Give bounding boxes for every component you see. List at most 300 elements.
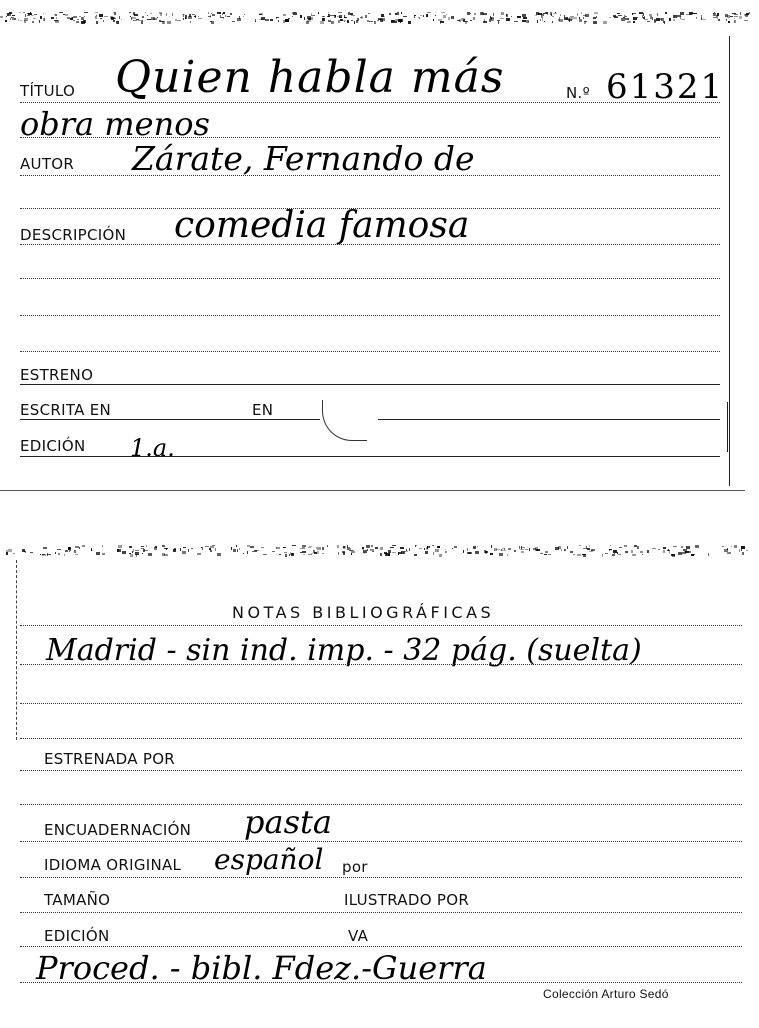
- descripcion-line-2: [20, 278, 720, 279]
- speckle-dot: [95, 16, 97, 19]
- speckle-dot: [43, 13, 44, 14]
- speckle-dot: [523, 17, 527, 19]
- speckle-dot: [344, 21, 345, 22]
- speckle-dot: [499, 553, 503, 556]
- speckle-dot: [734, 18, 735, 19]
- speckle-dot: [521, 551, 524, 553]
- speckle-dot: [625, 551, 628, 553]
- speckle-dot: [308, 554, 312, 555]
- speckle-dot: [742, 552, 744, 555]
- speckle-dot: [589, 545, 590, 547]
- speckle-dot: [424, 548, 425, 550]
- speckle-dot: [182, 551, 186, 554]
- speckle-dot: [433, 19, 434, 21]
- speckle-dot: [96, 552, 100, 555]
- speckle-dot: [577, 554, 581, 556]
- speckle-dot: [372, 551, 374, 552]
- speckle-dot: [506, 18, 510, 21]
- speckle-dot: [11, 17, 12, 18]
- speckle-dot: [463, 550, 464, 553]
- speckle-dot: [164, 554, 168, 556]
- speckle-dot: [300, 552, 302, 553]
- speckle-dot: [197, 553, 201, 555]
- speckle-dot: [19, 12, 21, 13]
- speckle-dot: [166, 548, 167, 550]
- speckle-dot: [133, 12, 135, 15]
- autor-label: AUTOR: [20, 155, 75, 173]
- speckle-dot: [166, 13, 167, 16]
- speckle-dot: [205, 546, 209, 547]
- speckle-dot: [374, 21, 376, 24]
- speckle-dot: [145, 550, 148, 551]
- speckle-dot: [740, 12, 741, 15]
- speckle-dot: [351, 553, 352, 555]
- speckle-dot: [467, 12, 470, 15]
- speckle-dot: [7, 13, 11, 16]
- speckle-dot: [177, 20, 181, 21]
- speckle-dot: [384, 552, 385, 553]
- speckle-dot: [734, 20, 735, 23]
- speckle-dot: [390, 547, 394, 548]
- speckle-dot: [621, 18, 625, 21]
- speckle-dot: [380, 19, 383, 22]
- speckle-dot: [57, 549, 61, 550]
- estreno-label: ESTRENO: [20, 366, 94, 384]
- speckle-dot: [525, 549, 528, 550]
- speckle-dot: [30, 552, 33, 553]
- speckle-dot: [362, 547, 364, 550]
- speckle-dot: [222, 13, 223, 15]
- speckle-dot: [540, 19, 541, 21]
- speckle-dot: [100, 18, 102, 19]
- speckle-dot: [292, 12, 293, 14]
- speckle-dot: [225, 15, 226, 17]
- speckle-dot: [544, 554, 547, 555]
- speckle-dot: [735, 20, 736, 23]
- speckle-dot: [389, 13, 391, 15]
- speckle-dot: [146, 545, 147, 547]
- titulo-line: [20, 102, 720, 103]
- speckle-dot: [230, 13, 232, 15]
- speckle-dot: [501, 549, 502, 551]
- encuadernacion-line: [20, 841, 742, 842]
- speckle-dot: [116, 21, 119, 24]
- speckle-dot: [261, 17, 265, 20]
- speckle-dot: [583, 554, 586, 557]
- speckle-dot: [589, 551, 593, 552]
- speckle-dot: [741, 546, 745, 549]
- speckle-dot: [6, 16, 7, 17]
- speckle-dot: [689, 14, 692, 15]
- procedencia-value: Proced. - bibl. Fdez.-Guerra: [36, 949, 487, 987]
- notas-line-3: [20, 703, 742, 704]
- speckle-dot: [317, 551, 319, 554]
- speckle-dot: [397, 12, 399, 15]
- speckle-dot: [18, 19, 19, 21]
- speckle-dot: [377, 20, 379, 21]
- speckle-dot: [746, 550, 748, 551]
- speckle-dot: [459, 19, 461, 22]
- speckle-dot: [409, 548, 410, 551]
- speckle-dot: [347, 20, 349, 23]
- speckle-dot: [208, 12, 209, 14]
- speckle-dot: [380, 553, 382, 556]
- speckle-dot: [351, 20, 353, 21]
- speckle-dot: [702, 19, 706, 20]
- speckle-dot: [603, 21, 607, 24]
- speckle-dot: [609, 549, 612, 550]
- speckle-dot: [739, 549, 740, 552]
- speckle-dot: [470, 13, 471, 14]
- speckle-dot: [637, 546, 639, 549]
- speckle-dot: [330, 15, 334, 16]
- speckle-dot: [198, 18, 202, 19]
- speckle-dot: [647, 550, 649, 553]
- speckle-dot: [13, 553, 15, 554]
- speckle-dot: [369, 21, 373, 22]
- speckle-dot: [507, 554, 508, 556]
- speckle-dot: [39, 20, 40, 23]
- idioma-line: [20, 877, 742, 878]
- speckle-dot: [596, 16, 597, 18]
- speckle-dot: [243, 553, 244, 554]
- collection-credit: Colección Arturo Sedó: [543, 987, 669, 1001]
- speckle-dot: [40, 16, 42, 19]
- speckle-dot: [669, 18, 671, 21]
- speckle-dot: [159, 12, 162, 14]
- descripcion-line-4: [20, 351, 720, 352]
- speckle-dot: [744, 20, 748, 21]
- speckle-dot: [223, 12, 225, 14]
- speckle-dot: [652, 548, 656, 549]
- speckle-dot: [339, 17, 342, 18]
- speckle-dot: [610, 545, 611, 546]
- speckle-dot: [270, 19, 273, 21]
- edicion-value-top: 1.a.: [130, 434, 175, 462]
- tamano-line: [20, 912, 742, 913]
- speckle-dot: [310, 17, 313, 20]
- speckle-dot: [141, 546, 144, 547]
- speckle-dot: [67, 17, 70, 19]
- speckle-dot: [172, 13, 173, 16]
- speckle-dot: [113, 20, 115, 22]
- speckle-dot: [69, 551, 70, 552]
- speckle-dot: [247, 551, 248, 554]
- idioma-original-label: IDIOMA ORIGINAL: [44, 856, 182, 874]
- speckle-dot: [102, 553, 105, 555]
- speckle-dot: [401, 12, 402, 14]
- speckle-dot: [734, 14, 738, 15]
- speckle-dot: [54, 20, 58, 21]
- speckle-dot: [368, 13, 370, 14]
- speckle-dot: [631, 550, 633, 553]
- numero-value: 61321: [606, 67, 725, 107]
- speckle-dot: [683, 549, 687, 551]
- speckle-dot: [308, 547, 311, 548]
- speckle-dot: [217, 12, 221, 14]
- speckle-dot: [445, 551, 447, 553]
- estrenada-line-2: [20, 804, 742, 805]
- speckle-dot: [129, 12, 131, 13]
- speckle-dot: [364, 552, 365, 554]
- speckle-dot: [322, 18, 325, 21]
- speckle-dot: [232, 21, 235, 22]
- speckle-dot: [398, 552, 402, 554]
- speckle-dot: [643, 13, 644, 16]
- speckle-dot: [573, 554, 575, 555]
- speckle-dot: [322, 553, 324, 554]
- speckle-dot: [254, 550, 257, 552]
- speckle-dot: [427, 546, 430, 548]
- speckle-dot: [535, 549, 538, 551]
- speckle-dot: [414, 554, 417, 556]
- speckle-dot: [64, 554, 65, 556]
- speckle-dot: [722, 546, 724, 547]
- speckle-dot: [441, 12, 445, 13]
- speckle-dot: [614, 553, 615, 556]
- speckle-dot: [142, 553, 143, 554]
- speckle-dot: [255, 19, 256, 22]
- speckle-dot: [189, 14, 191, 17]
- speckle-dot: [400, 21, 401, 23]
- speckle-dot: [511, 16, 512, 17]
- speckle-dot: [23, 12, 25, 13]
- escrita-en-line-right: [378, 419, 720, 420]
- estreno-line: [20, 384, 720, 385]
- speckle-dot: [682, 19, 685, 20]
- speckle-dot: [587, 548, 588, 550]
- speckle-dot: [547, 12, 548, 15]
- speckle-dot: [285, 19, 289, 22]
- speckle-dot: [520, 549, 524, 550]
- top-torn-edge: [0, 12, 759, 26]
- speckle-dot: [34, 14, 37, 15]
- speckle-dot: [279, 554, 281, 555]
- speckle-dot: [391, 20, 394, 22]
- speckle-dot: [540, 553, 543, 554]
- speckle-dot: [552, 21, 553, 23]
- speckle-dot: [6, 552, 8, 555]
- escrita-right-tick: [727, 402, 728, 452]
- speckle-dot: [231, 547, 232, 550]
- speckle-dot: [91, 550, 93, 551]
- speckle-dot: [190, 21, 191, 23]
- speckle-dot: [617, 13, 618, 14]
- speckle-dot: [142, 20, 143, 21]
- speckle-dot: [159, 20, 161, 22]
- speckle-dot: [111, 17, 115, 19]
- speckle-dot: [564, 17, 568, 20]
- speckle-dot: [130, 554, 133, 557]
- speckle-dot: [544, 21, 545, 22]
- speckle-dot: [570, 551, 573, 553]
- notas-line-1: [20, 625, 742, 626]
- speckle-dot: [302, 551, 306, 553]
- speckle-dot: [194, 16, 196, 17]
- speckle-dot: [739, 16, 742, 19]
- descripcion-line-3: [20, 315, 720, 316]
- speckle-dot: [642, 554, 643, 555]
- speckle-dot: [118, 545, 122, 548]
- speckle-dot: [521, 547, 525, 548]
- speckle-dot: [593, 21, 597, 24]
- speckle-dot: [191, 548, 193, 549]
- speckle-dot: [405, 551, 408, 552]
- speckle-dot: [734, 545, 737, 548]
- speckle-dot: [474, 547, 475, 548]
- speckle-dot: [183, 547, 186, 548]
- speckle-dot: [300, 548, 302, 549]
- speckle-dot: [475, 551, 479, 554]
- speckle-dot: [20, 20, 22, 21]
- speckle-dot: [133, 549, 134, 552]
- speckle-dot: [292, 545, 296, 546]
- speckle-dot: [278, 20, 279, 22]
- speckle-dot: [545, 551, 548, 553]
- speckle-dot: [514, 21, 518, 22]
- speckle-dot: [25, 552, 26, 553]
- speckle-dot: [8, 549, 12, 552]
- speckle-dot: [351, 15, 355, 16]
- numero-label: N.º: [566, 84, 590, 102]
- speckle-dot: [73, 16, 77, 18]
- speckle-dot: [79, 547, 80, 549]
- speckle-dot: [132, 551, 133, 553]
- encuadernacion-label: ENCUADERNACIÓN: [44, 821, 192, 839]
- speckle-dot: [243, 16, 244, 17]
- speckle-dot: [561, 549, 562, 551]
- speckle-dot: [474, 13, 476, 15]
- speckle-dot: [517, 16, 521, 18]
- speckle-dot: [227, 16, 230, 17]
- speckle-dot: [322, 547, 324, 550]
- speckle-dot: [560, 14, 561, 16]
- speckle-dot: [423, 15, 424, 17]
- speckle-dot: [543, 13, 545, 14]
- speckle-dot: [211, 13, 212, 14]
- speckle-dot: [76, 21, 79, 23]
- speckle-dot: [43, 547, 47, 549]
- speckle-dot: [366, 545, 370, 548]
- speckle-dot: [95, 12, 98, 13]
- speckle-dot: [535, 15, 537, 16]
- speckle-dot: [392, 552, 396, 553]
- speckle-dot: [212, 14, 215, 16]
- speckle-dot: [567, 546, 568, 549]
- speckle-dot: [77, 19, 79, 20]
- idioma-original-value: español: [214, 843, 324, 876]
- speckle-dot: [348, 12, 350, 15]
- speckle-dot: [555, 547, 559, 550]
- speckle-dot: [663, 547, 666, 549]
- speckle-dot: [327, 545, 328, 547]
- speckle-dot: [263, 554, 267, 555]
- speckle-dot: [167, 21, 171, 24]
- speckle-dot: [733, 13, 736, 14]
- speckle-dot: [42, 554, 45, 555]
- speckle-dot: [522, 14, 526, 17]
- speckle-dot: [354, 21, 355, 24]
- autor-value: Zárate, Fernando de: [132, 139, 475, 178]
- speckle-dot: [24, 551, 26, 552]
- speckle-dot: [119, 16, 120, 19]
- speckle-dot: [290, 552, 291, 555]
- speckle-dot: [300, 15, 302, 18]
- speckle-dot: [51, 17, 54, 19]
- speckle-dot: [211, 21, 214, 24]
- speckle-dot: [570, 16, 574, 17]
- autor-line: [20, 175, 720, 176]
- speckle-dot: [730, 16, 733, 17]
- speckle-dot: [685, 551, 689, 553]
- speckle-dot: [343, 20, 346, 21]
- speckle-dot: [302, 547, 305, 549]
- speckle-dot: [58, 553, 60, 555]
- speckle-dot: [618, 15, 622, 16]
- speckle-dot: [490, 553, 491, 555]
- speckle-dot: [150, 13, 152, 14]
- speckle-dot: [392, 545, 396, 546]
- speckle-dot: [55, 552, 56, 554]
- speckle-dot: [708, 553, 709, 556]
- speckle-dot: [337, 545, 339, 548]
- speckle-dot: [142, 16, 144, 18]
- speckle-dot: [663, 21, 664, 23]
- speckle-dot: [307, 20, 311, 22]
- speckle-dot: [122, 551, 126, 554]
- speckle-dot: [210, 550, 212, 552]
- speckle-dot: [135, 552, 139, 555]
- speckle-dot: [388, 554, 390, 556]
- speckle-dot: [731, 546, 732, 547]
- speckle-dot: [173, 549, 176, 552]
- speckle-dot: [470, 20, 472, 21]
- speckle-dot: [236, 545, 237, 547]
- procedencia-line: [20, 982, 742, 983]
- speckle-dot: [73, 20, 75, 21]
- speckle-dot: [327, 16, 330, 17]
- speckle-dot: [502, 12, 504, 15]
- speckle-dot: [579, 545, 581, 546]
- speckle-dot: [628, 19, 629, 20]
- speckle-dot: [147, 15, 148, 16]
- notas-line-4: [20, 738, 742, 739]
- speckle-dot: [605, 553, 608, 554]
- speckle-dot: [371, 545, 373, 547]
- titulo-line-2: [20, 137, 720, 138]
- speckle-dot: [395, 21, 397, 23]
- speckle-dot: [446, 14, 447, 15]
- speckle-dot: [153, 18, 157, 20]
- speckle-dot: [157, 17, 158, 18]
- speckle-dot: [192, 14, 195, 15]
- speckle-dot: [135, 550, 139, 551]
- speckle-dot: [550, 12, 552, 15]
- speckle-dot: [640, 551, 643, 553]
- erasure-mark: [322, 400, 367, 441]
- speckle-dot: [55, 14, 57, 16]
- speckle-dot: [215, 548, 216, 551]
- speckle-dot: [56, 17, 57, 19]
- speckle-dot: [185, 15, 187, 17]
- speckle-dot: [491, 545, 492, 548]
- speckle-dot: [484, 19, 485, 22]
- speckle-dot: [435, 15, 436, 16]
- speckle-dot: [148, 553, 152, 556]
- speckle-dot: [117, 549, 119, 552]
- speckle-dot: [689, 551, 691, 553]
- speckle-dot: [183, 18, 184, 20]
